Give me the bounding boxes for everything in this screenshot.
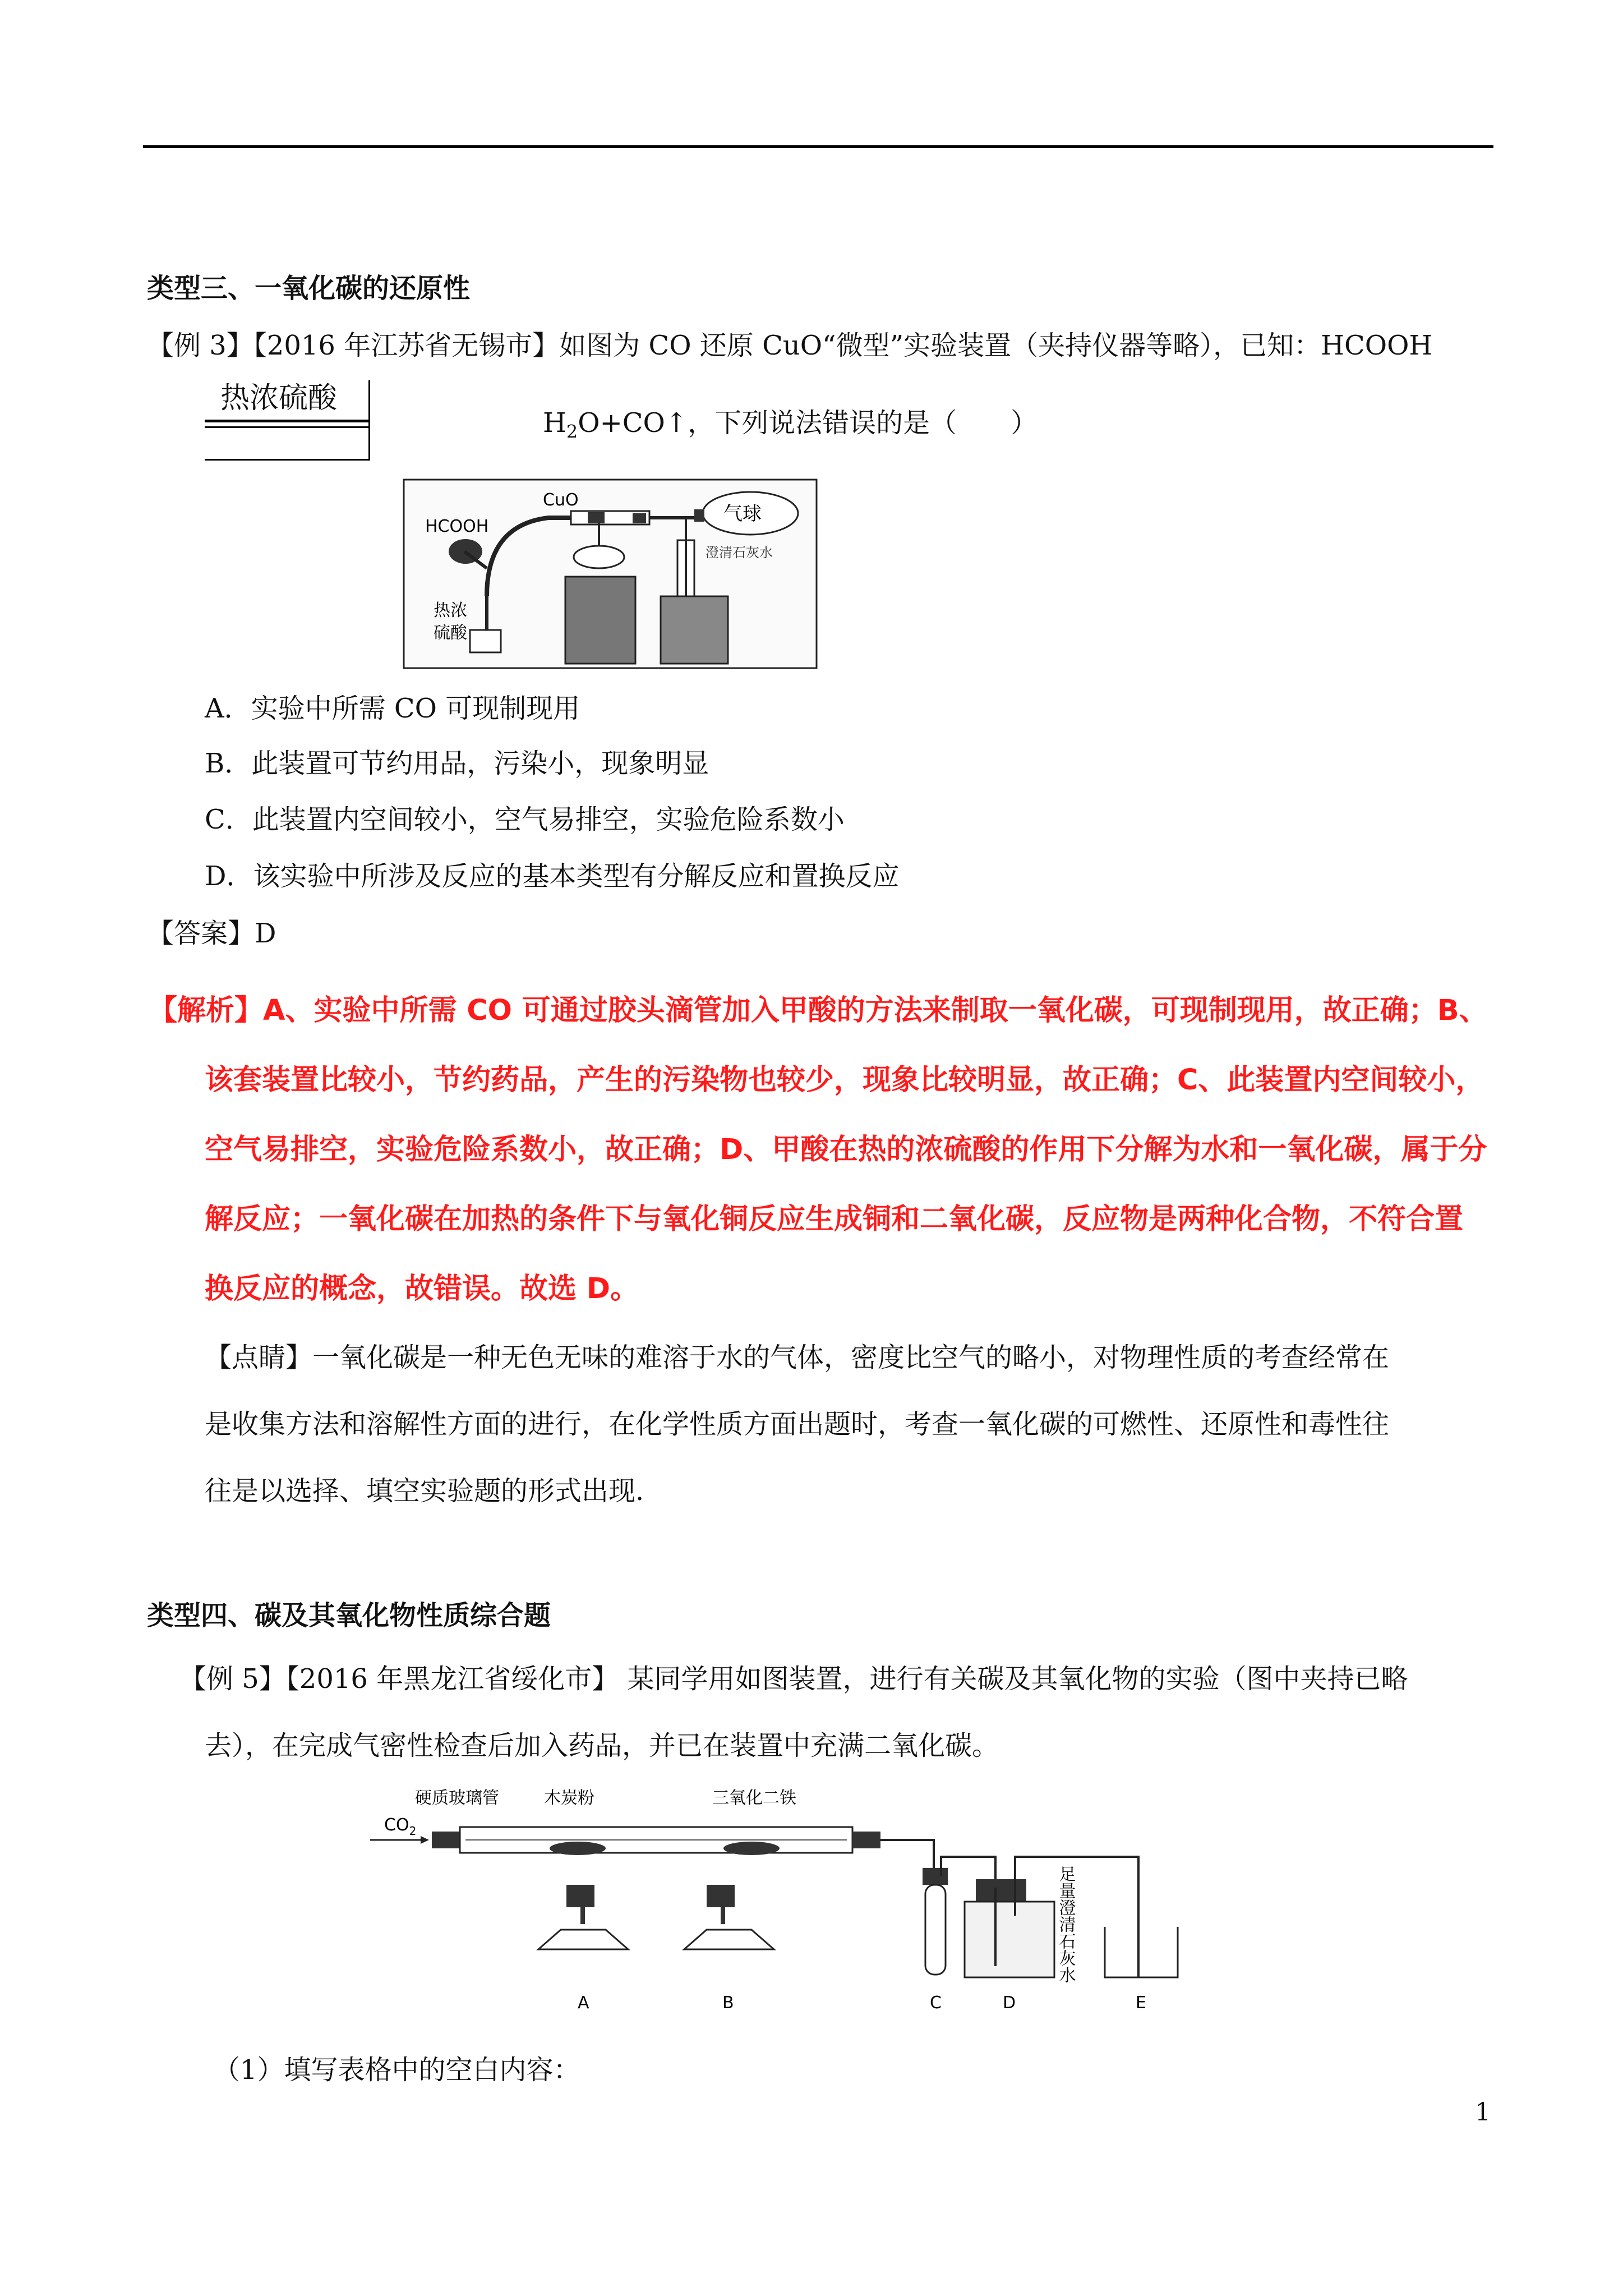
carbon-oxides-apparatus-figure [370, 1787, 1295, 2022]
acid-label-1: 热浓 [434, 601, 467, 620]
example3-line1: 【例 3】【2016 年江苏省无锡市】如图为 CO 还原 CuO“微型”实验装置（夹持仪器等略），已知：HCOOH [147, 330, 1433, 361]
label-d: D [1003, 1993, 1016, 2013]
analysis-line-1: 【解析】A、实验中所需 CO 可通过胶头滴管加入甲酸的方法来制取一氧化碳，可现制现用，故正确；B、 [149, 994, 1488, 1027]
section4-heading: 类型四、碳及其氧化物性质综合题 [147, 1600, 551, 1631]
co2-label: $CO_2$ [384, 1815, 417, 1838]
charcoal-label: 木炭粉 [544, 1788, 594, 1808]
analysis-line-3: 空气易排空，实验危险系数小，故正确；D、甲酸在热的浓硫酸的作用下分解为水和一氧化碳，属于分 [205, 1133, 1487, 1166]
example3-line2: $H_2O+CO↑$，下列说法错误的是（ ） [543, 407, 1038, 443]
iron-oxide-label: 三氧化二铁 [712, 1788, 796, 1808]
tip-line-2: 是收集方法和溶解性方面的进行，在化学性质方面出题时，考查一氧化碳的可燃性、还原性和毒性往 [205, 1409, 1390, 1440]
analysis-line-5: 换反应的概念，故错误。故选 D。 [205, 1272, 639, 1305]
analysis-line-2: 该套装置比较小，节约药品，产生的污染物也较少，现象比较明显，故正确；C、此装置内空间较小， [205, 1064, 1484, 1097]
option-a: A．实验中所需 CO 可现制现用 [205, 693, 580, 724]
section3-heading: 类型三、一氧化碳的还原性 [147, 273, 471, 304]
example5-line1: 【例 5】【2016 年黑龙江省绥化市】 某同学用如图装置，进行有关碳及其氧化物的实验（图中夹持已略 [179, 1663, 1408, 1695]
limewater-vertical-label: 足量澄清石灰水 [1055, 1865, 1076, 1983]
balloon-label: 气球 [723, 503, 762, 525]
co-reduction-apparatus-figure [403, 478, 818, 669]
limewater-label: 澄清石灰水 [706, 545, 773, 560]
tip-line-1: 【点睛】一氧化碳是一种无色无味的难溶于水的气体，密度比空气的略小，对物理性质的考查经常在 [205, 1342, 1390, 1373]
hcooh-label: HCOOH [425, 517, 489, 536]
acid-label-2: 硫酸 [434, 623, 467, 643]
label-b: B [722, 1993, 734, 2013]
label-c: C [930, 1993, 942, 2013]
tube-label: 硬质玻璃管 [415, 1788, 499, 1808]
label-a: A [578, 1993, 589, 2013]
condition-label: 热浓硫酸 [220, 381, 338, 415]
option-c: C．此装置内空间较小，空气易排空，实验危险系数小 [205, 804, 845, 835]
page-number: 1 [1475, 2098, 1491, 2127]
header-rule [143, 145, 1493, 148]
condition-label-box [205, 380, 373, 462]
option-b: B．此装置可节约用品，污染小，现象明显 [205, 748, 709, 779]
tip-line-3: 往是以选择、填空实验题的形式出现. [205, 1475, 644, 1507]
example5-line2: 去），在完成气密性检查后加入药品，并已在装置中充满二氧化碳。 [205, 1730, 999, 1761]
cuo-label: CuO [543, 490, 579, 510]
option-d: D．该实验中所涉及反应的基本类型有分解反应和置换反应 [205, 861, 900, 892]
question-1: （1）填写表格中的空白内容： [213, 2054, 580, 2086]
answer: 【答案】D [147, 918, 276, 949]
label-e: E [1136, 1993, 1146, 2013]
analysis-line-4: 解反应；一氧化碳在加热的条件下与氧化铜反应生成铜和二氧化碳，反应物是两种化合物，不符合置 [205, 1203, 1464, 1236]
